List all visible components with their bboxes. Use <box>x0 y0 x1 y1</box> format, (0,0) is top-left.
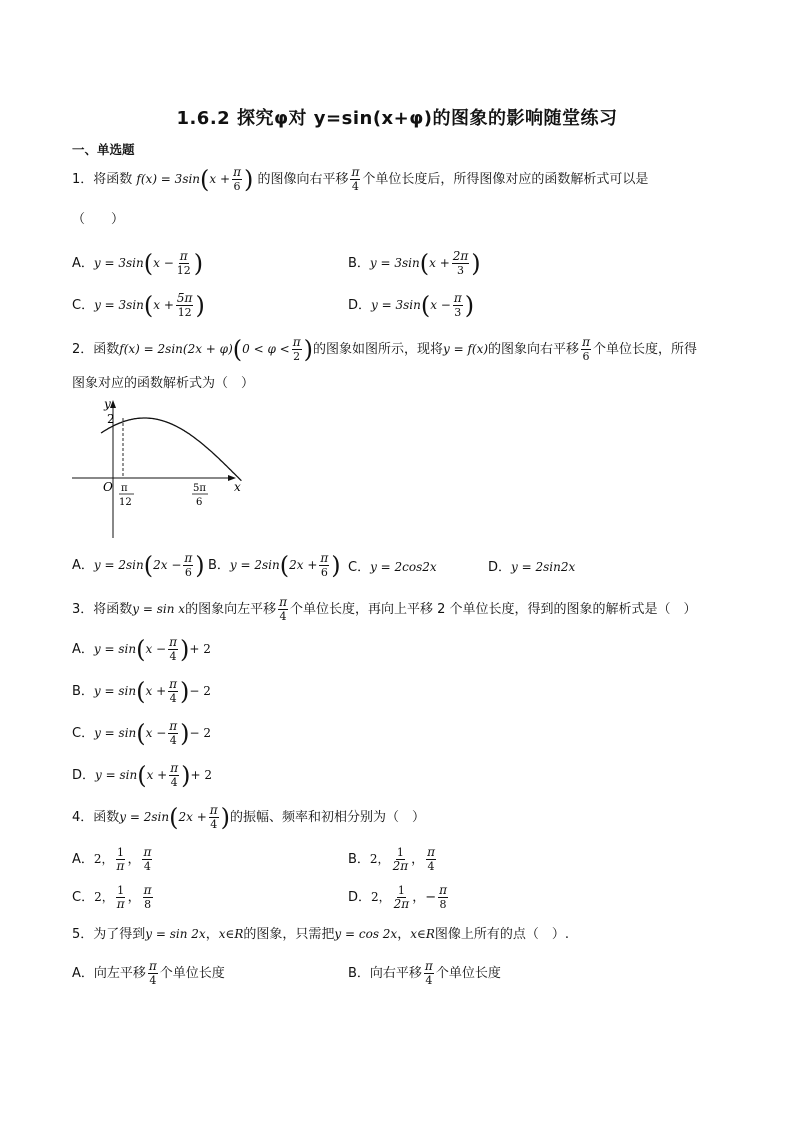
q1-arg-fraction: $\frac{\pi}{6}$ <box>233 165 241 193</box>
tick1-den: 12 <box>119 497 132 508</box>
q1-text-2: 个单位长度后，所得图像对应的函数解析式可以是 <box>362 172 649 187</box>
q2-line-2: 图象对应的函数解析式为（ ） <box>72 376 255 391</box>
q1-rparen: ) <box>243 165 254 194</box>
q1-text-1: 的图像向右平移 <box>257 172 349 187</box>
tick1-num: π <box>121 483 128 494</box>
q3-option-a[interactable]: A．y = sin(x − $\frac{\pi}{4}$ )+ 2 <box>72 635 211 664</box>
q2-option-c[interactable]: C．y = 2cos2x <box>348 560 437 575</box>
q2-option-a[interactable]: A．y = 2sin(2x − $\frac{\pi}{6}$ ) <box>72 551 205 580</box>
x-label: x <box>234 480 241 494</box>
tick2-den: 6 <box>196 497 203 508</box>
q1-option-c[interactable]: C．y = 3sin(x + $\frac{5\pi}{12}$ ) <box>72 291 205 320</box>
question-3: 3．将函数y = sin x的图象向左平移 $\frac{\pi}{4}$ 个单位长度，再向上平移 2 个单位长度，得到的图象的解析式是（ ） <box>72 595 697 623</box>
q4-option-c[interactable]: C．2， $\frac{1}{\pi}$ ， $\frac{\pi}{8}$ <box>72 883 152 911</box>
q1-option-b[interactable]: B．y = 3sin(x + $\frac{2\pi}{3}$ ) <box>348 249 481 278</box>
q2-graph <box>68 398 248 543</box>
origin-label: O <box>103 480 113 494</box>
q1-number: 1．将函数 <box>72 172 133 187</box>
y-label: y <box>104 398 111 411</box>
q1-lparen: ( <box>200 165 210 194</box>
page-title: 1.6.2 探究φ对 y=sin(x+φ)的图象的影响随堂练习 <box>176 108 618 129</box>
question-1 <box>72 166 648 193</box>
q2-option-b[interactable]: B．y = 2sin(2x + $\frac{\pi}{6}$ ) <box>208 551 341 580</box>
tick2-num: 5π <box>193 483 206 494</box>
question-4: 4．函数y = 2sin(2x + $\frac{\pi}{4}$ )的振幅、频率和初相分别为（ ） <box>72 803 426 832</box>
question-2: 2．函数f(x) = 2sin(2x + φ)(0 < φ < $\frac{\pi}{2}$ )的图象如图所示，现将y = f(x)的图象向右平移 $\frac{\pi}{6}$ 个单位长度，所得 <box>72 335 697 364</box>
y-axis-arrow <box>110 400 116 408</box>
q2-option-d[interactable]: D．y = 2sin2x <box>488 560 576 575</box>
q4-option-d[interactable]: D．2， $\frac{1}{2\pi}$ ，− $\frac{\pi}{8}$ <box>348 883 447 911</box>
q1-function: f(x) = 3sin <box>136 172 201 186</box>
q4-option-b[interactable]: B．2， $\frac{1}{2\pi}$ ， $\frac{\pi}{4}$ <box>348 845 435 873</box>
q3-option-d[interactable]: D．y = sin(x + $\frac{\pi}{4}$ )+ 2 <box>72 761 212 790</box>
q1-option-d[interactable]: D．y = 3sin(x − $\frac{\pi}{3}$ ) <box>348 291 475 320</box>
q5-option-b[interactable]: B．向右平移 $\frac{\pi}{4}$ 个单位长度 <box>348 959 501 987</box>
q1-answer-paren: （ ） <box>72 212 125 227</box>
max-label: 2 <box>107 412 115 426</box>
section-heading: 一、单选题 <box>72 142 135 157</box>
q3-option-b[interactable]: B．y = sin(x + $\frac{\pi}{4}$ )− 2 <box>72 677 211 706</box>
question-5: 5．为了得到y = sin 2x，x∈R的图象，只需把y = cos 2x，x∈R图像上所有的点（ ）. <box>72 927 570 942</box>
q1-arg: x + <box>209 172 231 186</box>
sine-curve <box>101 418 241 481</box>
q1-option-a[interactable]: A．y = 3sin(x − $\frac{\pi}{12}$ ) <box>72 249 204 278</box>
q3-option-c[interactable]: C．y = sin(x − $\frac{\pi}{4}$ )− 2 <box>72 719 212 748</box>
q1-shift-fraction: $\frac{\pi}{4}$ <box>351 165 360 193</box>
q5-option-a[interactable]: A．向左平移 $\frac{\pi}{4}$ 个单位长度 <box>72 959 225 987</box>
q4-option-a[interactable]: A．2， $\frac{1}{\pi}$ ， $\frac{\pi}{4}$ <box>72 845 152 873</box>
